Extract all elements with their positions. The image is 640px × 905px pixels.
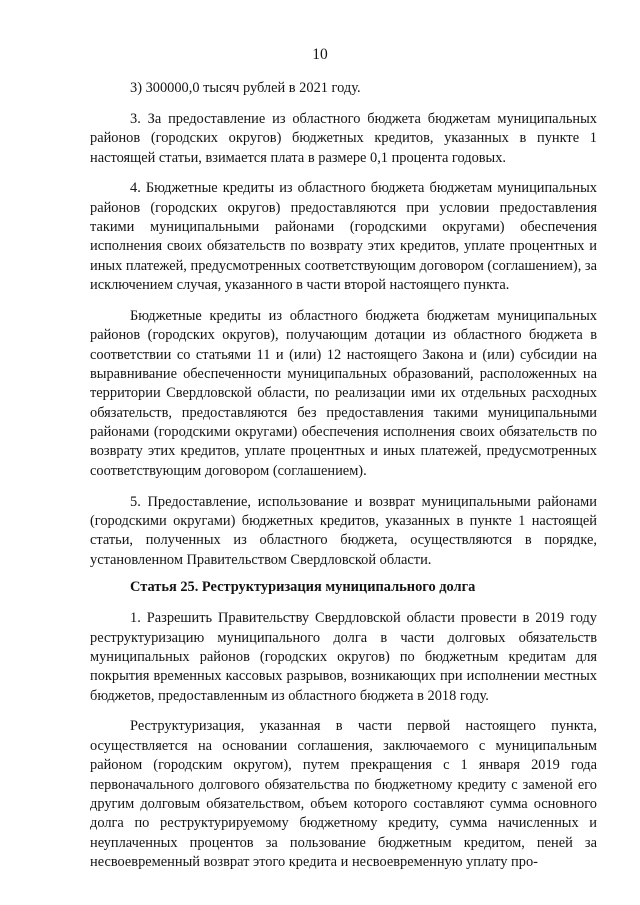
paragraph-restructuring-basis: Реструктуризация, указанная в части первой настоящего пункта, осуществляется на основании соглашения, заключаемого с муниципальным районом (городским округом), путем прекращения с 1 января 2019 года первоначального долгового обязательства по бюджетному кредиту с заменой его другим долговым обязательством, объем которого составляют сумма основного долга по реструктурируемому бюджетному кредиту, сумма начисленных и неуплаченных процентов за пользование бюджетным кредитом, пеней за несвоевременный возврат этого кредита и несвоевременную уплату про- [90, 718, 597, 870]
page-number: 10 [312, 46, 328, 63]
document-body [90, 79, 597, 872]
paragraph-credit-procedure: 5. Предоставление, использование и возврат муниципальными районами (городскими округами) бюджетных кредитов, указанных в пункте 1 настоящей статьи, полученных из областного бюджета, осуществляются в порядке, установленном Правительством Свердловской области. [90, 493, 597, 568]
article-heading: Статья 25. Реструктуризация муниципального долга [130, 579, 476, 596]
list-item-amount-2021: 3) 300000,0 тысяч рублей в 2021 году. [130, 80, 361, 96]
paragraph-credit-conditions: 4. Бюджетные кредиты из областного бюджета бюджетам муниципальных районов (городских округов) предоставляются при условии предоставления такими муниципальными районами (городскими округами) обеспечения исполнения своих обязательств по возврату этих кредитов, уплате процентных и иных платежей, предусмотренных соответствующим договором (соглашением), за исключением случая, указанного в части второй настоящего пункта. [90, 180, 597, 294]
paragraph-restructuring-permission: 1. Разрешить Правительству Свердловской области провести в 2019 году реструктуризацию муниципального долга в части долговых обязательств муниципальных районов (городских округов) по бюджетным кредитам для покрытия временных кассовых разрывов, возникающих при исполнении местных бюджетов, предоставленным из областного бюджета в 2018 году. [90, 610, 597, 704]
paragraph-credit-exception: Бюджетные кредиты из областного бюджета бюджетам муниципальных районов (городских округов), получающим дотации из областного бюджета в соответствии со статьями 11 и (или) 12 настоящего Закона и (или) субсидии на выравнивание обеспеченности муниципальных образований, расположенных на территории Свердловской области, по реализации ими их отдельных расходных обязательств, предоставляются без предоставления такими муниципальными районами (городскими округами) обеспечения исполнения своих обязательств по возврату этих кредитов, уплате процентных и иных платежей, предусмотренных соответствующим договором (соглашением). [90, 307, 597, 479]
paragraph-fee: 3. За предоставление из областного бюджета бюджетам муниципальных районов (городских округов) бюджетных кредитов, указанных в пункте 1 настоящей статьи, взимается плата в размере 0,1 процента годовых. [90, 110, 597, 166]
